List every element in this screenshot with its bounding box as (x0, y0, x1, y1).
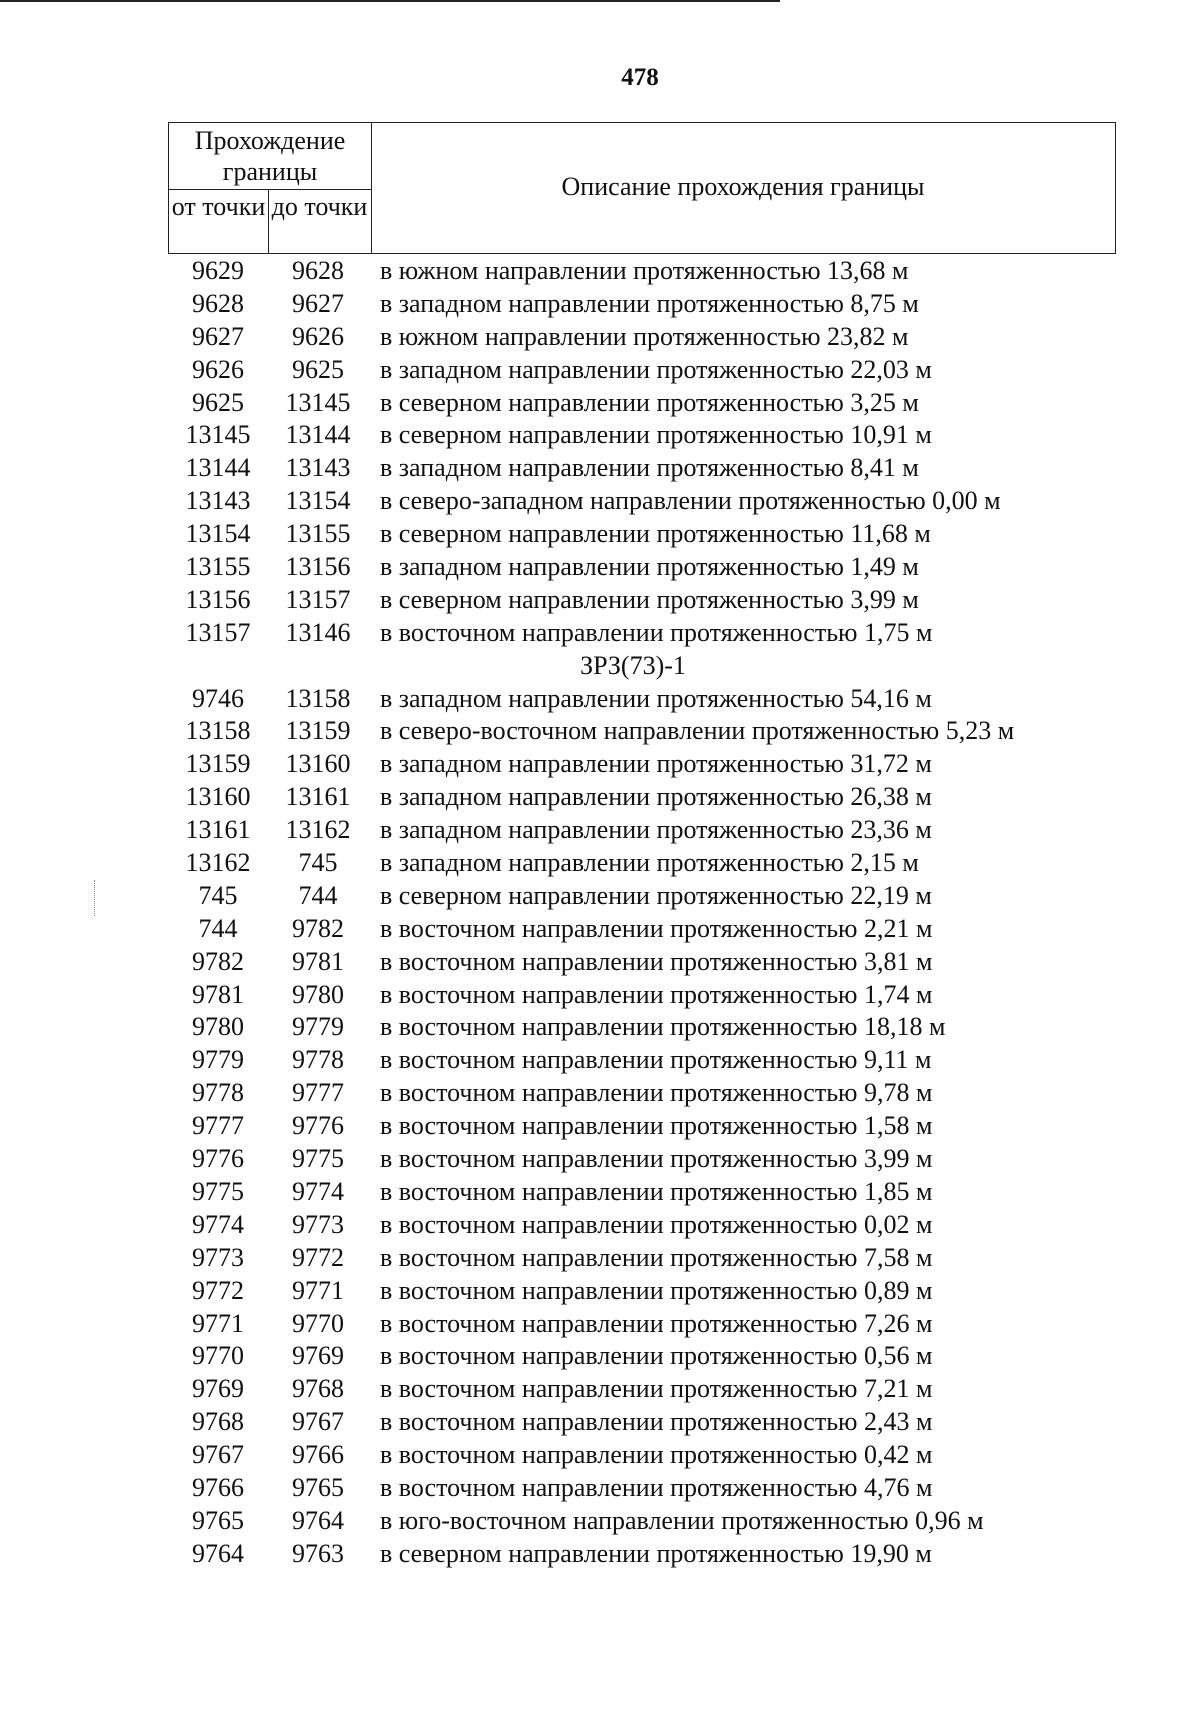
row-description: в северном направлении протяженностью 19,90 м (380, 1538, 932, 1568)
table-row (168, 1373, 1128, 1406)
to-point: 13158 (285, 683, 351, 713)
section-label: ЗРЗ(73)-1 (580, 650, 686, 680)
from-point: 9777 (192, 1111, 244, 1141)
to-point: 9764 (292, 1505, 344, 1535)
from-point: 13156 (185, 584, 251, 614)
to-point: 9767 (292, 1407, 344, 1437)
from-point: 9768 (192, 1407, 244, 1437)
to-point: 13145 (285, 387, 351, 417)
to-point: 13144 (285, 420, 351, 450)
row-description: в восточном направлении протяженностью 0,89 м (380, 1275, 933, 1305)
row-description: в северном направлении протяженностью 11,68 м (380, 519, 931, 549)
from-point: 9627 (192, 321, 244, 351)
row-description: в восточном направлении протяженностью 3,99 м (380, 1144, 933, 1174)
table-row (168, 1242, 1128, 1275)
header-to-point: до точки (271, 192, 368, 221)
to-point: 9776 (292, 1111, 344, 1141)
to-point: 9781 (292, 946, 344, 976)
to-point: 13157 (285, 584, 351, 614)
table-row (168, 1308, 1128, 1341)
table-row (168, 1340, 1128, 1373)
from-point: 13161 (185, 815, 251, 845)
from-point: 9770 (192, 1341, 244, 1371)
table-row (168, 321, 1128, 354)
to-point: 9626 (292, 321, 344, 351)
to-point: 9763 (292, 1538, 344, 1568)
page-number: 478 (621, 64, 659, 91)
table-row (168, 1176, 1128, 1209)
to-point: 9628 (292, 256, 344, 285)
header-description: Описание прохождения границы (561, 172, 925, 201)
row-description: в западном направлении протяженностью 26,38 м (380, 782, 932, 812)
to-point: 13143 (285, 453, 351, 483)
from-point: 9772 (192, 1275, 244, 1305)
from-point: 744 (198, 913, 238, 943)
row-description: в восточном направлении протяженностью 1,58 м (380, 1111, 933, 1141)
to-point: 9769 (292, 1341, 344, 1371)
to-point: 9773 (292, 1209, 344, 1239)
table-row (168, 1505, 1128, 1538)
table-row (168, 1011, 1128, 1044)
table-row (168, 913, 1128, 946)
to-point: 13155 (285, 519, 351, 549)
from-point: 9780 (192, 1012, 244, 1042)
top-rule (0, 0, 780, 2)
margin-mark (94, 880, 97, 916)
to-point: 13160 (285, 749, 351, 779)
from-point: 9629 (192, 256, 244, 285)
row-description: в восточном направлении протяженностью 1,75 м (380, 617, 933, 647)
row-description: в западном направлении протяженностью 54,16 м (380, 683, 932, 713)
to-point: 9774 (292, 1176, 344, 1206)
row-description: в восточном направлении протяженностью 7,58 м (380, 1242, 933, 1272)
to-point: 13162 (285, 815, 351, 845)
to-point: 9770 (292, 1308, 344, 1338)
from-point: 9778 (192, 1078, 244, 1108)
table-row (168, 1143, 1128, 1176)
row-description: в южном направлении протяженностью 13,68 м (380, 256, 909, 285)
from-point: 13155 (185, 552, 251, 582)
table-row (168, 419, 1128, 452)
row-description: в западном направлении протяженностью 31,72 м (380, 749, 932, 779)
table-row (168, 748, 1128, 781)
from-point: 13144 (185, 453, 251, 483)
row-description: в восточном направлении протяженностью 7,26 м (380, 1308, 933, 1338)
from-point: 9775 (192, 1176, 244, 1206)
from-point: 13159 (185, 749, 251, 779)
row-description: в северном направлении протяженностью 22,19 м (380, 880, 932, 910)
row-description: в северо-западном направлении протяженностью 0,00 м (380, 486, 1001, 516)
table-row (168, 1077, 1128, 1110)
from-point: 9781 (192, 979, 244, 1009)
to-point: 9625 (292, 354, 344, 384)
row-description: в юго-восточном направлении протяженностью 0,96 м (380, 1505, 984, 1535)
table-row (168, 617, 1128, 650)
from-point: 9773 (192, 1242, 244, 1272)
from-point: 9769 (192, 1374, 244, 1404)
table-row (168, 979, 1128, 1012)
table-row (168, 518, 1128, 551)
to-point: 9766 (292, 1440, 344, 1470)
table-row (168, 814, 1128, 847)
from-point: 13143 (185, 486, 251, 516)
from-point: 9746 (192, 683, 244, 713)
from-point: 9626 (192, 354, 244, 384)
to-point: 9775 (292, 1144, 344, 1174)
row-description: в северном направлении протяженностью 3,99 м (380, 584, 919, 614)
from-point: 745 (198, 880, 238, 910)
table-row (168, 1538, 1128, 1571)
from-point: 13160 (185, 782, 251, 812)
header-from-point: от точки (171, 192, 266, 221)
row-description: в западном направлении протяженностью 22,03 м (380, 354, 932, 384)
to-point: 744 (298, 880, 338, 910)
from-point: 9779 (192, 1045, 244, 1075)
table-row (168, 255, 1128, 288)
table-row (168, 1406, 1128, 1439)
table-row (168, 1472, 1128, 1505)
to-point: 9627 (292, 288, 344, 318)
row-description: в восточном направлении протяженностью 3,81 м (380, 946, 933, 976)
header-divider (169, 189, 371, 190)
row-description: в южном направлении протяженностью 23,82 м (380, 321, 909, 351)
from-point: 9764 (192, 1538, 244, 1568)
row-description: в восточном направлении протяженностью 0,56 м (380, 1341, 933, 1371)
row-description: в восточном направлении протяженностью 0,02 м (380, 1209, 933, 1239)
table-row (168, 1209, 1128, 1242)
table-header (168, 122, 1116, 254)
from-point: 13154 (185, 519, 251, 549)
row-description: в восточном направлении протяженностью 9,78 м (380, 1078, 933, 1108)
table-row (168, 354, 1128, 387)
table-row (168, 946, 1128, 979)
from-point: 13157 (185, 617, 251, 647)
from-point: 9776 (192, 1144, 244, 1174)
header-passage: Прохождение границы (194, 126, 346, 186)
row-description: в восточном направлении протяженностью 2,43 м (380, 1407, 933, 1437)
to-point: 9777 (292, 1078, 344, 1108)
table-row (168, 584, 1128, 617)
from-point: 13158 (185, 716, 251, 746)
row-description: в западном направлении протяженностью 2,15 м (380, 848, 919, 878)
row-description: в восточном направлении протяженностью 18,18 м (380, 1012, 946, 1042)
row-description: в восточном направлении протяженностью 1,74 м (380, 979, 933, 1009)
row-description: в западном направлении протяженностью 1,49 м (380, 552, 919, 582)
from-point: 13162 (185, 848, 251, 878)
table-row (168, 1275, 1128, 1308)
from-point: 9625 (192, 387, 244, 417)
to-point: 9765 (292, 1472, 344, 1502)
table-row (168, 288, 1128, 321)
to-point: 9780 (292, 979, 344, 1009)
table-row (168, 452, 1128, 485)
table-row (168, 1044, 1128, 1077)
to-point: 9782 (292, 913, 344, 943)
row-description: в западном направлении протяженностью 8,75 м (380, 288, 919, 318)
from-point: 9782 (192, 946, 244, 976)
from-point: 9771 (192, 1308, 244, 1338)
table-row (168, 485, 1128, 518)
row-description: в восточном направлении протяженностью 1,85 м (380, 1176, 933, 1206)
row-description: в западном направлении протяженностью 8,41 м (380, 453, 919, 483)
table-row (168, 387, 1128, 420)
to-point: 9778 (292, 1045, 344, 1075)
from-point: 13145 (185, 420, 251, 450)
table-row (168, 683, 1128, 716)
to-point: 13156 (285, 552, 351, 582)
row-description: в восточном направлении протяженностью 9,11 м (380, 1045, 932, 1075)
to-point: 9772 (292, 1242, 344, 1272)
from-point: 9774 (192, 1209, 244, 1239)
table-row (168, 781, 1128, 814)
section-heading (168, 650, 1128, 683)
table-row (168, 880, 1128, 913)
row-description: в восточном направлении протяженностью 4,76 м (380, 1472, 933, 1502)
to-point: 13146 (285, 617, 351, 647)
to-point: 13154 (285, 486, 351, 516)
row-description: в северном направлении протяженностью 10,91 м (380, 420, 932, 450)
table-row (168, 551, 1128, 584)
to-point: 13161 (285, 782, 351, 812)
row-description: в северо-восточном направлении протяженностью 5,23 м (380, 716, 1015, 746)
to-point: 9768 (292, 1374, 344, 1404)
table-body (168, 255, 1128, 1571)
row-description: в восточном направлении протяженностью 0,42 м (380, 1440, 933, 1470)
from-point: 9767 (192, 1440, 244, 1470)
table-row (168, 1439, 1128, 1472)
to-point: 9779 (292, 1012, 344, 1042)
row-description: в северном направлении протяженностью 3,25 м (380, 387, 919, 417)
from-point: 9765 (192, 1505, 244, 1535)
to-point: 13159 (285, 716, 351, 746)
from-point: 9766 (192, 1472, 244, 1502)
to-point: 745 (298, 848, 338, 878)
row-description: в восточном направлении протяженностью 2,21 м (380, 913, 933, 943)
table-row (168, 1110, 1128, 1143)
from-point: 9628 (192, 288, 244, 318)
row-description: в западном направлении протяженностью 23,36 м (380, 815, 932, 845)
table-row (168, 847, 1128, 880)
table-row (168, 715, 1128, 748)
to-point: 9771 (292, 1275, 344, 1305)
row-description: в восточном направлении протяженностью 7,21 м (380, 1374, 933, 1404)
